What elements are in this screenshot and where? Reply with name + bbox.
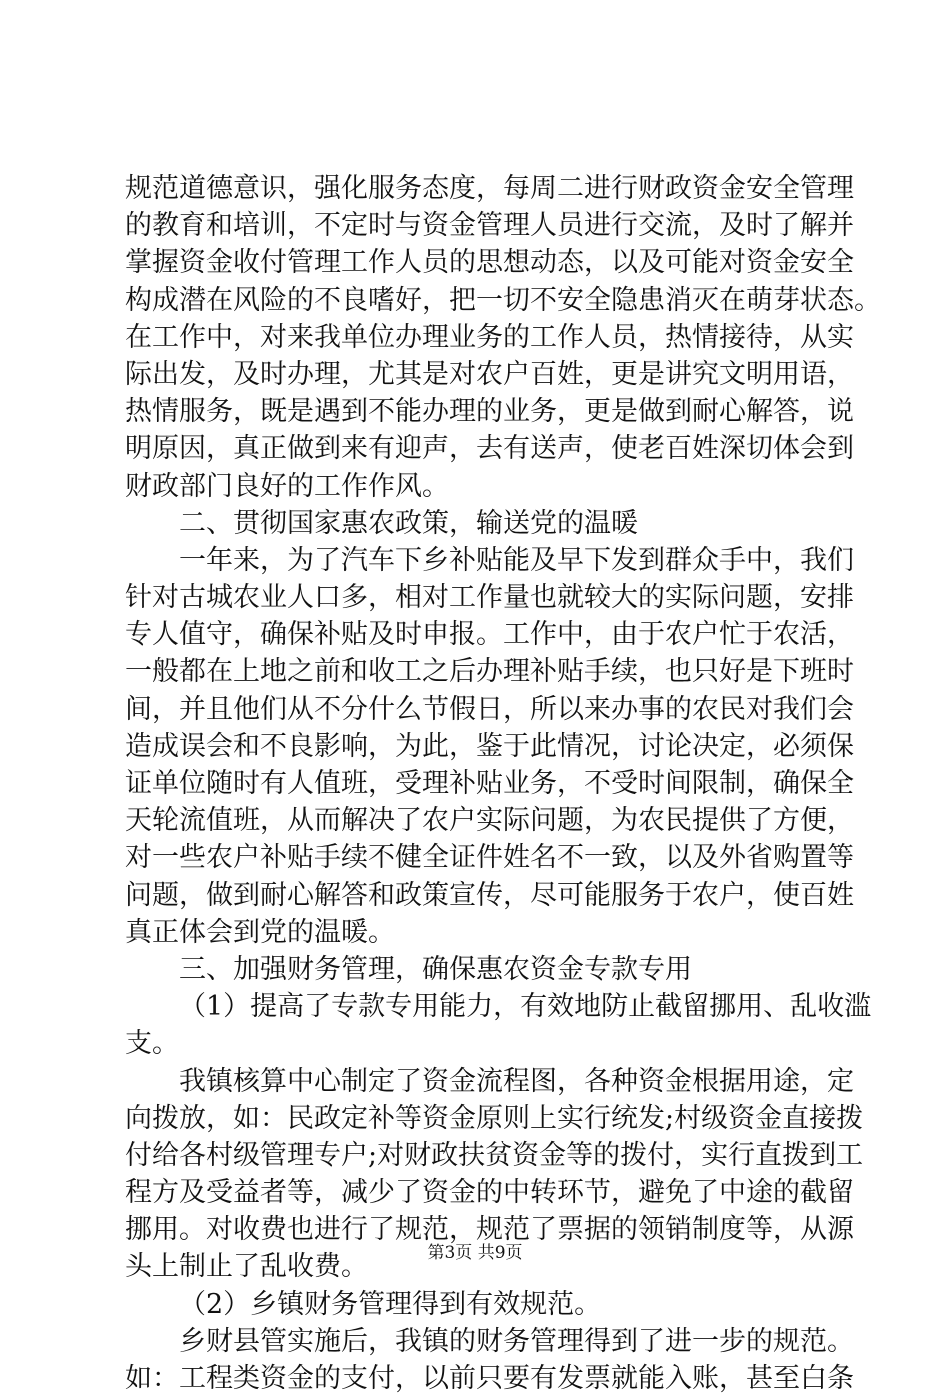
text-line: 热情服务，既是遇到不能办理的业务，更是做到耐心解答，说 [125, 396, 854, 428]
page-footer: 第3页 共9页 [427, 1243, 523, 1263]
paragraph [125, 1323, 854, 1397]
text-line: 向拨放，如：民政定补等资金原则上实行统发;村级资金直接拨 [125, 1102, 864, 1134]
text-line: 的教育和培训，不定时与资金管理人员进行交流，及时了解并 [125, 210, 854, 242]
text-line: 一般都在上地之前和收工之后办理补贴手续，也只好是下班时 [125, 656, 854, 688]
paragraph [125, 951, 845, 988]
text-line: 程方及受益者等，减少了资金的中转环节，避免了中途的截留 [125, 1177, 854, 1209]
document-body [125, 170, 881, 1397]
text-line: 二、贯彻国家惠农政策，输送党的温暖 [179, 507, 638, 539]
text-line: 乡财县管实施后，我镇的财务管理得到了进一步的规范。 [179, 1325, 854, 1357]
text-line: 造成误会和不良影响，为此，鉴于此情况，讨论决定，必须保 [125, 730, 854, 762]
text-line: 支。 [125, 1028, 179, 1060]
text-line: 问题，做到耐心解答和政策宣传，尽可能服务于农户，使百姓 [125, 879, 854, 911]
text-line: 规范道德意识，强化服务态度，每周二进行财政资金安全管理 [125, 173, 854, 204]
text-line: （2）乡镇财务管理得到有效规范。 [179, 1288, 602, 1320]
text-line: 付给各村级管理专户;对财政扶贫资金等的拨付，实行直拨到工 [125, 1139, 864, 1171]
text-line: 证单位随时有人值班，受理补贴业务，不受时间限制，确保全 [125, 768, 854, 799]
text-line: 间，并且他们从不分什么节假日，所以来办事的农民对我们会 [125, 693, 854, 725]
text-line: 天轮流值班，从而解决了农户实际问题，为农民提供了方便， [125, 805, 854, 837]
text-line: 头上制止了乱收费。 [125, 1251, 368, 1283]
text-line: 三、加强财务管理，确保惠农资金专款专用 [179, 953, 692, 985]
text-line: 专人值守，确保补贴及时申报。工作中，由于农户忙于农活， [125, 619, 854, 651]
paragraph [125, 170, 881, 505]
text-line: 一年来，为了汽车下乡补贴能及早下发到群众手中，我们 [179, 544, 854, 576]
text-line: 构成潜在风险的不良嗜好，把一切不安全隐患消灭在萌芽状态。 [125, 284, 881, 316]
text-line: 如：工程类资金的支付，以前只要有发票就能入账，甚至白条 [125, 1363, 854, 1394]
paragraph [125, 542, 854, 951]
text-line: 明原因，真正做到来有迎声，去有送声，使老百姓深切体会到 [125, 433, 854, 465]
paragraph [125, 505, 845, 542]
text-line: 我镇核算中心制定了资金流程图，各种资金根据用途，定 [179, 1065, 854, 1097]
text-line: 对一些农户补贴手续不健全证件姓名不一致，以及外省购置等 [125, 842, 854, 874]
text-line: 真正体会到党的温暖。 [125, 916, 395, 948]
text-line: 针对古城农业人口多，相对工作量也就较大的实际问题，安排 [125, 582, 854, 614]
text-line: （1）提高了专款专用能力，有效地防止截留挪用、乱收滥 [179, 991, 872, 1023]
paragraph [125, 988, 872, 1062]
text-line: 际出发，及时办理，尤其是对农户百姓，更是讲究文明用语， [125, 358, 854, 390]
text-line: 财政部门良好的工作作风。 [125, 470, 449, 502]
text-line: 在工作中，对来我单位办理业务的工作人员，热情接待，从实 [125, 321, 854, 353]
text-line: 挪用。对收费也进行了规范，规范了票据的领销制度等，从源 [125, 1214, 854, 1246]
paragraph [125, 1286, 845, 1323]
text-line: 掌握资金收付管理工作人员的思想动态，以及可能对资金安全 [125, 247, 854, 279]
